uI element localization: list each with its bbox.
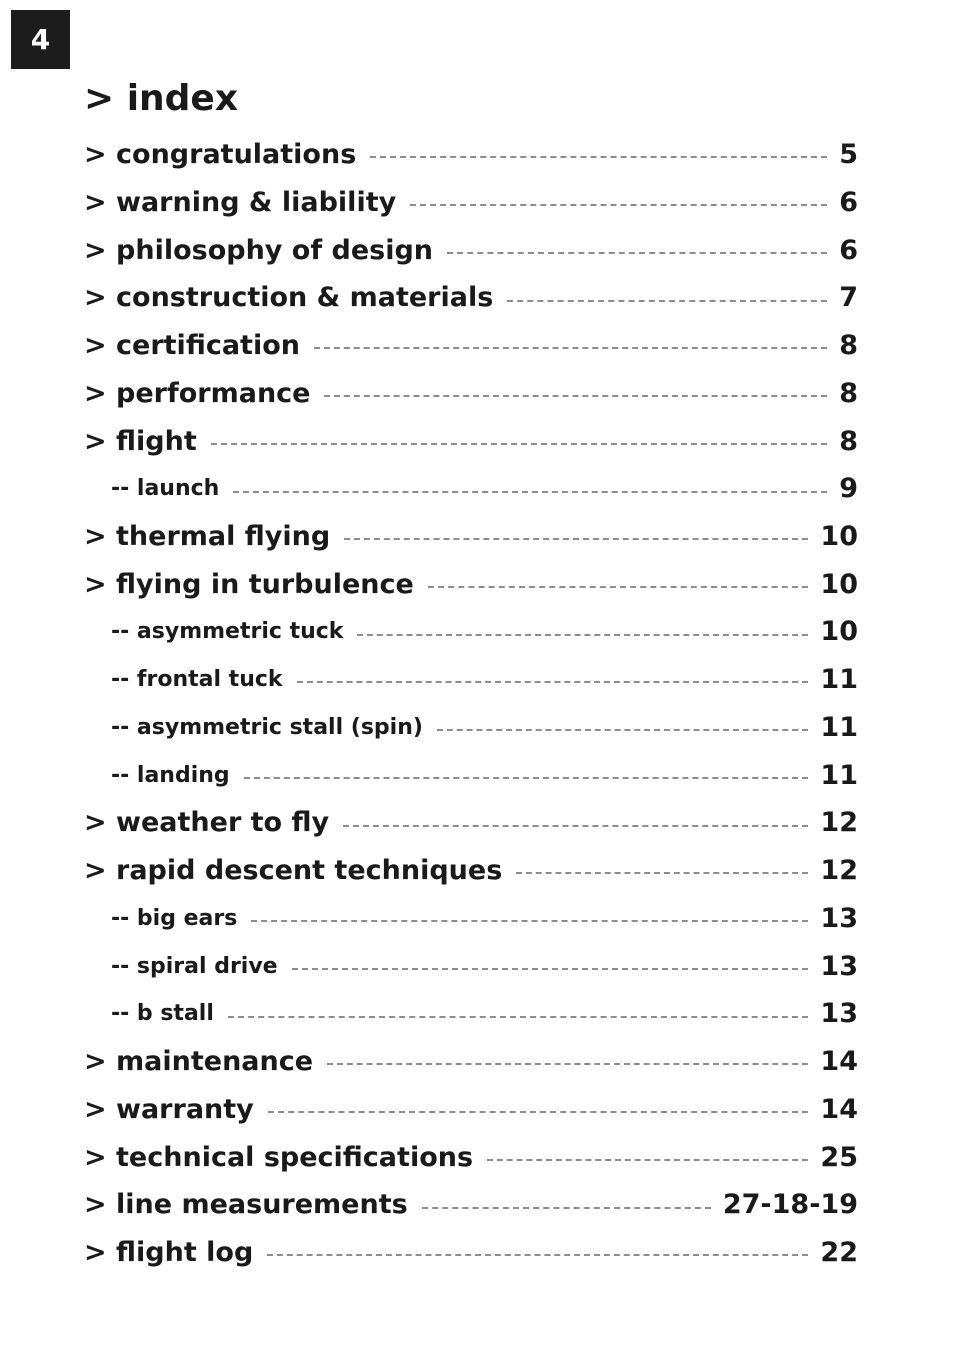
toc-entry (84, 417, 858, 465)
toc-entry (84, 178, 858, 226)
dot-leader (370, 156, 827, 158)
toc-entry-page: 22 (820, 1236, 858, 1268)
toc-entry-page: 10 (820, 568, 858, 600)
page-title: > index (84, 78, 239, 119)
toc-entry (84, 608, 858, 655)
toc-entry-page: 12 (820, 807, 858, 838)
toc-entry (84, 1037, 858, 1085)
toc-entry-label: > philosophy of design (84, 234, 434, 266)
toc-entry (84, 226, 858, 274)
dot-leader (487, 1159, 808, 1161)
toc-entry-label: > construction & materials (84, 282, 494, 313)
toc-entry-page: 8 (839, 377, 858, 409)
toc-entry-page: 13 (820, 902, 858, 934)
dot-leader (343, 825, 808, 827)
toc-entry-page: 27-18-19 (722, 1189, 858, 1220)
toc-entry-label: -- frontal tuck (111, 666, 283, 692)
toc-entry (84, 751, 858, 799)
toc-entry-label: > line measurements (84, 1189, 408, 1220)
toc-entry-label: > flight (84, 425, 197, 457)
toc-entry-label: > warning & liability (84, 186, 397, 218)
dot-leader (410, 204, 827, 206)
toc-entry (84, 560, 858, 608)
toc-entry (84, 942, 858, 990)
dot-leader (251, 920, 808, 922)
toc-entry (84, 799, 858, 846)
toc-entry-label: -- asymmetric tuck (111, 619, 344, 644)
toc-entry-label: -- spiral drive (111, 953, 278, 979)
toc-entry (84, 321, 858, 369)
toc-entry (84, 655, 858, 703)
dot-leader (314, 347, 827, 349)
toc-entry (84, 369, 858, 417)
toc-entry-page: 25 (820, 1141, 858, 1173)
dot-leader (327, 1063, 808, 1065)
dot-leader (292, 968, 809, 970)
toc-entry-page: 5 (839, 138, 858, 170)
dot-leader (422, 1207, 711, 1209)
toc-entry-page: 11 (820, 759, 858, 791)
page-number-badge: 4 (11, 10, 70, 69)
toc-entry-label: -- asymmetric stall (spin) (111, 714, 423, 740)
dot-leader (233, 491, 827, 493)
toc-entry-page: 10 (820, 520, 858, 552)
toc-entry (84, 1085, 858, 1133)
toc-entry (84, 846, 858, 894)
toc-entry (84, 1133, 858, 1181)
toc-entry-label: > flying in turbulence (84, 568, 414, 600)
toc-entry-label: -- landing (111, 762, 230, 788)
dot-leader (297, 681, 809, 683)
toc-entry-page: 11 (820, 711, 858, 743)
toc-entry-page: 13 (820, 998, 858, 1029)
toc-entry-label: > performance (84, 377, 311, 409)
table-of-contents (84, 130, 858, 1276)
dot-leader (357, 634, 808, 636)
dot-leader (437, 729, 808, 731)
toc-entry (84, 465, 858, 512)
toc-entry-label: > flight log (84, 1236, 254, 1268)
toc-entry-page: 6 (839, 234, 858, 266)
toc-entry-page: 7 (839, 282, 858, 313)
toc-entry-label: > rapid descent techniques (84, 854, 503, 886)
toc-entry (84, 894, 858, 942)
toc-entry (84, 990, 858, 1037)
dot-leader (344, 538, 808, 540)
toc-entry-label: > technical specifications (84, 1141, 474, 1173)
dot-leader (507, 300, 827, 302)
toc-entry-page: 13 (820, 950, 858, 982)
dot-leader (447, 252, 827, 254)
toc-entry-label: -- b stall (111, 1001, 214, 1026)
toc-entry (84, 512, 858, 560)
dot-leader (324, 395, 827, 397)
toc-entry-label: > certification (84, 329, 300, 361)
toc-entry (84, 274, 858, 321)
toc-entry-page: 12 (820, 854, 858, 886)
dot-leader (211, 443, 827, 445)
toc-entry-label: -- big ears (111, 905, 238, 931)
dot-leader (516, 872, 808, 874)
toc-entry-label: > maintenance (84, 1045, 314, 1077)
toc-entry-label: > thermal flying (84, 520, 331, 552)
toc-entry-label: > congratulations (84, 138, 357, 170)
toc-entry-page: 8 (839, 425, 858, 457)
dot-leader (267, 1254, 808, 1256)
toc-entry (84, 1181, 858, 1228)
toc-entry-page: 8 (839, 329, 858, 361)
dot-leader (228, 1016, 809, 1018)
toc-entry-page: 6 (839, 186, 858, 218)
toc-entry-label: -- launch (111, 476, 220, 501)
toc-entry-page: 11 (820, 663, 858, 695)
toc-entry-label: > warranty (84, 1093, 254, 1125)
toc-entry-page: 10 (820, 616, 858, 647)
toc-entry (84, 1228, 858, 1276)
toc-entry (84, 703, 858, 751)
toc-entry-page: 14 (820, 1045, 858, 1077)
dot-leader (244, 777, 809, 779)
dot-leader (428, 586, 809, 588)
toc-entry-page: 9 (839, 473, 858, 504)
toc-entry-label: > weather to fly (84, 807, 330, 838)
toc-entry-page: 14 (820, 1093, 858, 1125)
toc-entry (84, 130, 858, 178)
dot-leader (268, 1111, 809, 1113)
